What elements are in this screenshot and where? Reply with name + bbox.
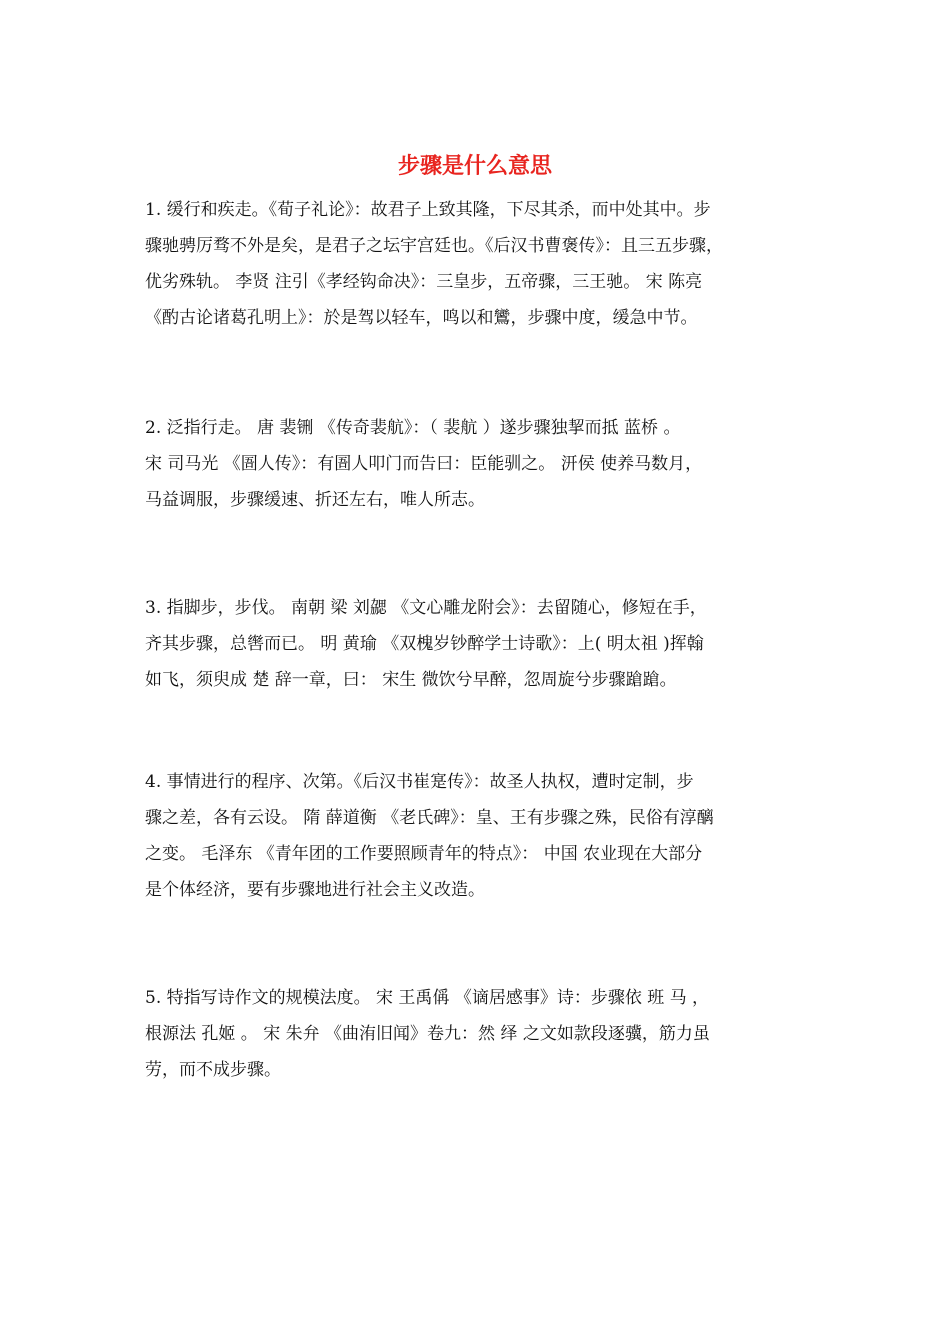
paragraph-4: 4. 事情进行的程序、次第。《后汉书崔寔传》：故圣人执权，遭时定制，步 骤之差，各有云设。 隋 薛道衡 《老氏碑》：皇、王有步骤之殊，民俗有淳醨 之变。 毛泽东 《青年团的工作要照顾青年的特点》： 中国 农业现在大部分 是个体经济，要有步骤地进行社会主义改造。 (145, 772, 714, 900)
paragraph-3: 3. 指脚步，步伐。 南朝 梁 刘勰 《文心雕龙附会》：去留随心，修短在手， 齐其步骤，总辔而已。 明 黄瑜 《双槐岁钞醉学士诗歌》：上( 明太祖 )挥翰 如飞，须臾成 楚 辞一章，曰： 宋生 微饮兮早醉，忽周旋兮步骤蹌蹌。 (145, 598, 707, 690)
paragraph-5: 5. 特指写诗作文的规模法度。 宋 王禹偁 《谪居感事》诗：步骤依 班 马 ， 根源法 孔姬 。 宋 朱弁 《曲洧旧闻》卷九：然 绎 之文如款段逐骥，筋力虽 劳，而不成步骤。 (145, 988, 710, 1080)
paragraph-1: 1. 缓行和疾走。《荀子礼论》：故君子上致其隆，下尽其杀，而中处其中。步 骤驰骋厉骛不外是矣，是君子之坛宇宫廷也。《后汉书曹褒传》：且三五步骤， 优劣殊轨。 李贤 注引《孝经钩命决》：三皇步，五帝骤，三王驰。 宋 陈亮 《酌古论诸葛孔明上》：於是驾以轻车，鸣以和鸞，步骤中度，缓急中节。 (145, 200, 723, 328)
paragraph-2: 2. 泛指行走。 唐 裴铏 《传奇裴航》：（ 裴航 ）遂步骤独挈而抵 蓝桥 。 宋 司马光 《圄人传》：有圄人叩门而告曰：臣能驯之。 汧侯 使养马数月， 马益调服，步骤缓速、折还左右，唯人所志。 (145, 418, 703, 510)
document-title: 步骤是什么意思 (397, 154, 552, 179)
